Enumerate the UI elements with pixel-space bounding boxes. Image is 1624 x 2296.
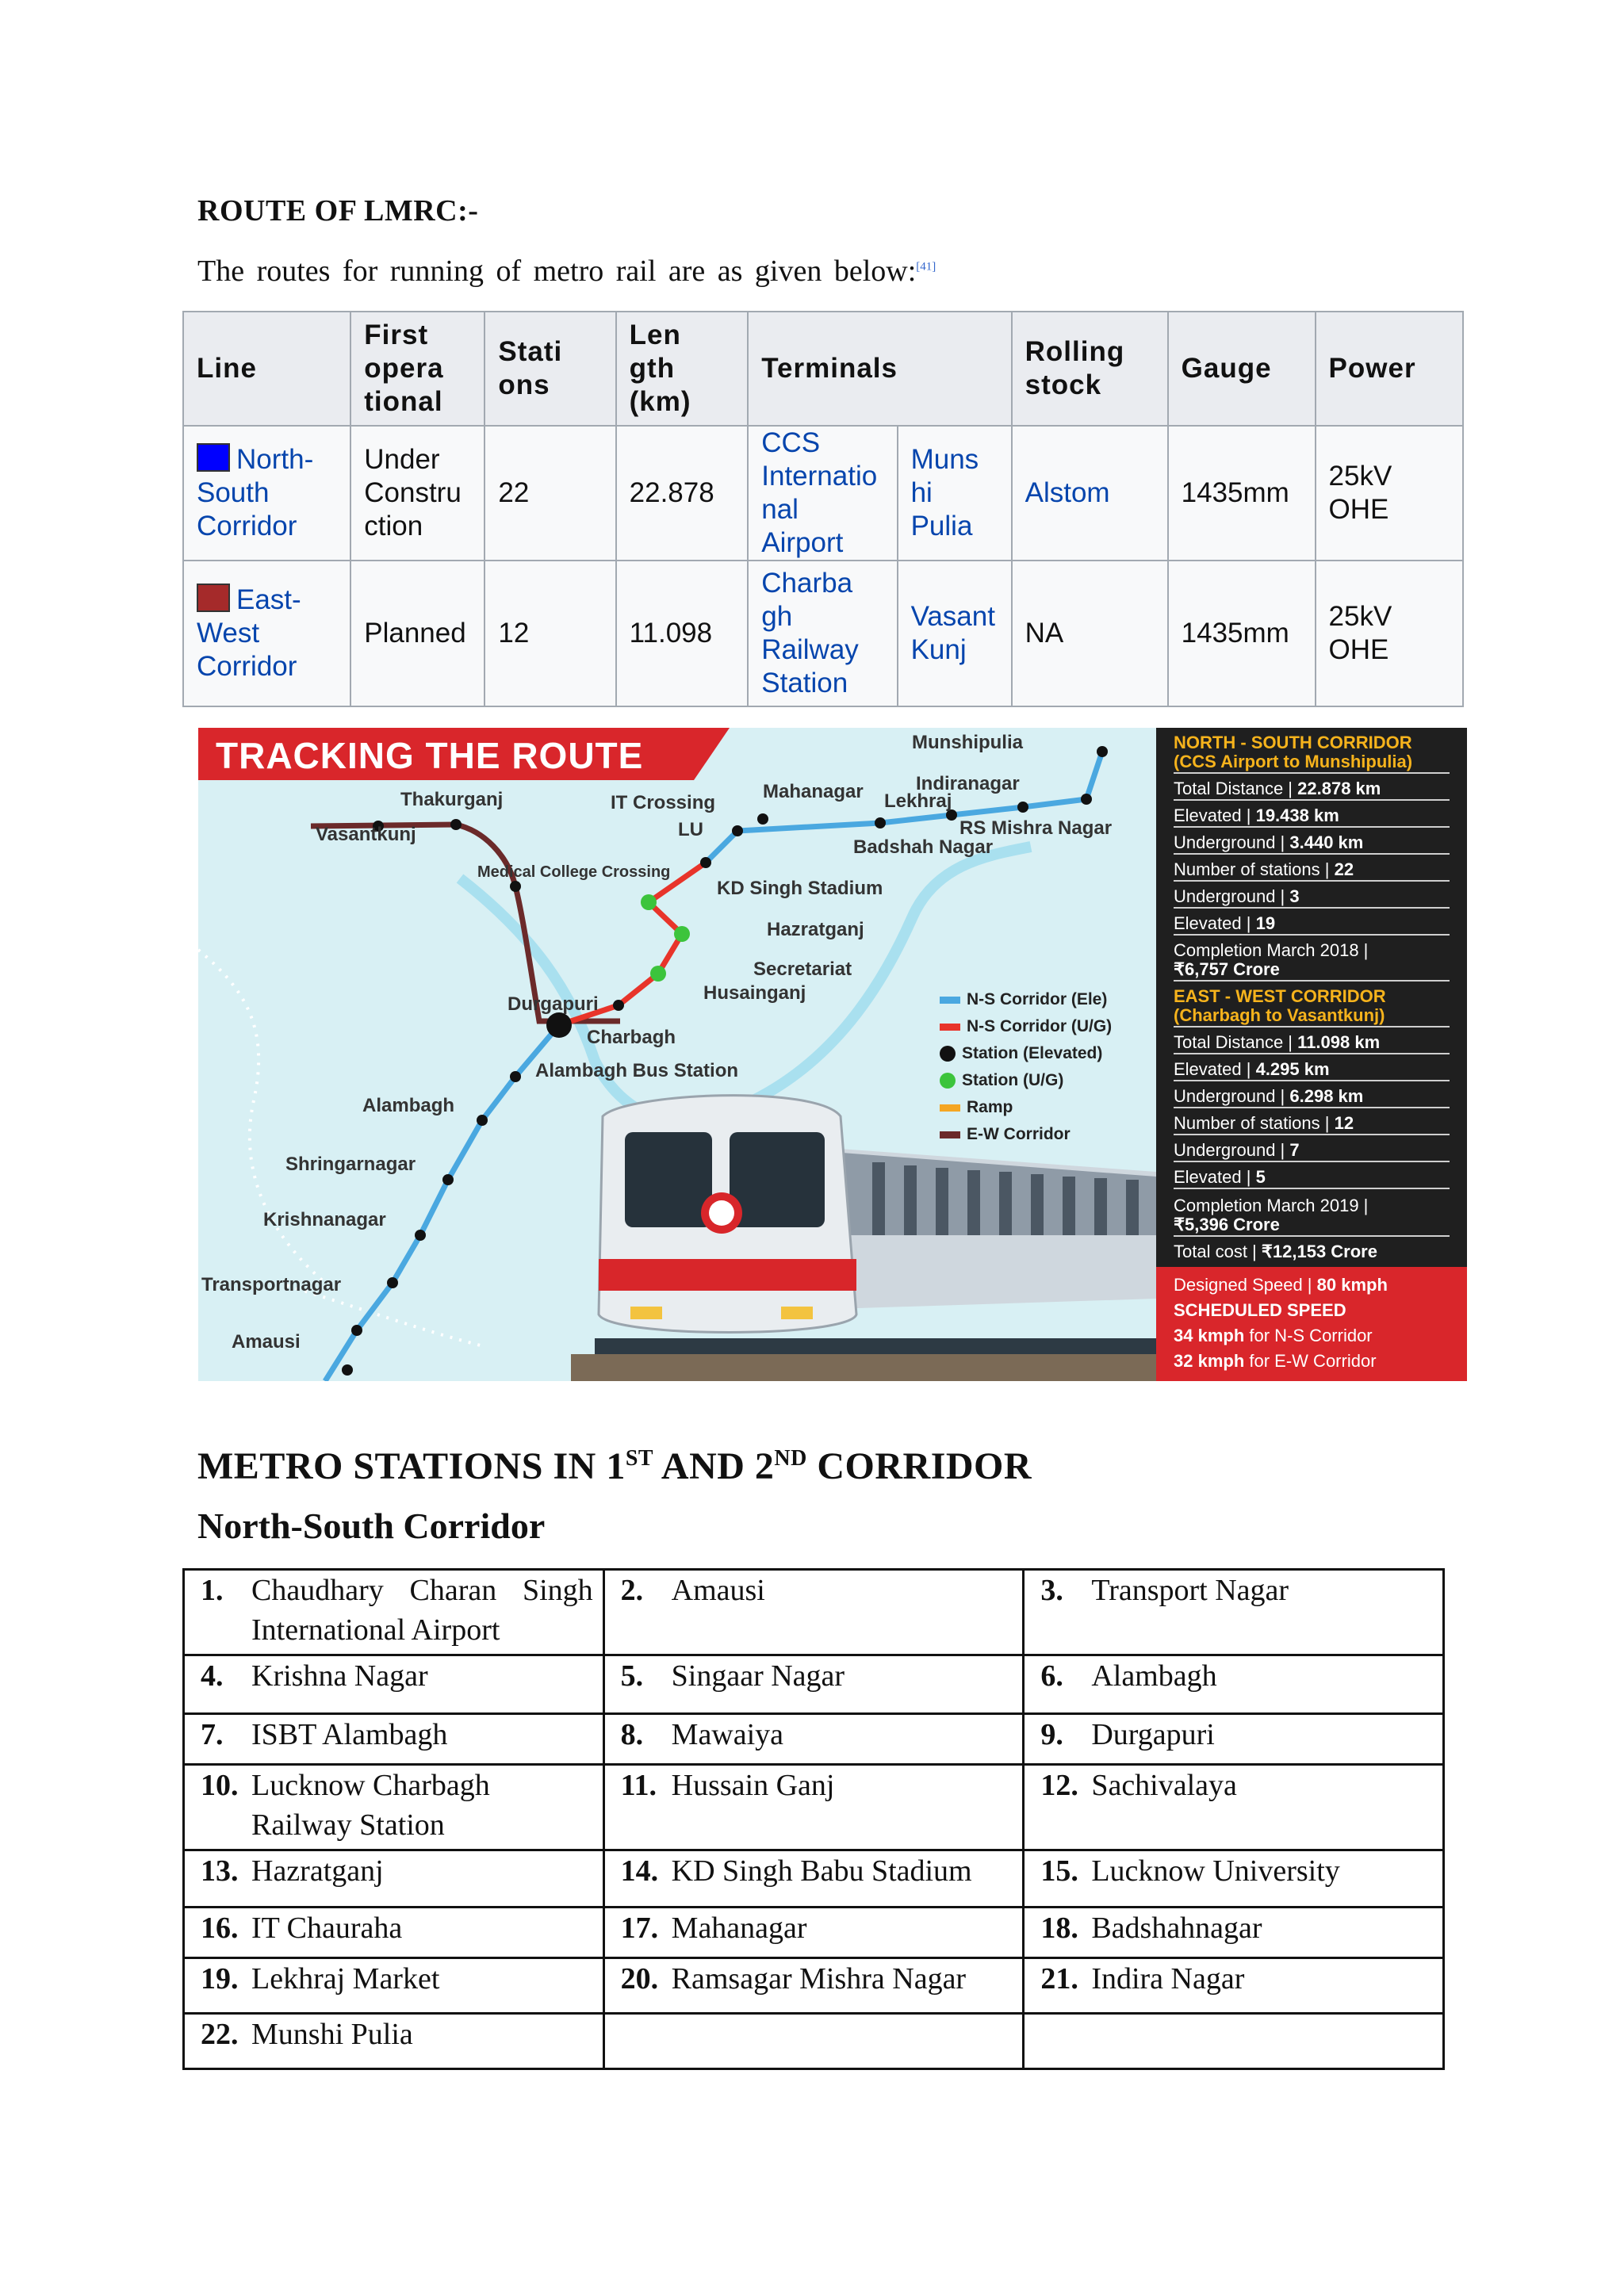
gauge-cell: 1435mm [1168,426,1316,561]
legend-item [940,1121,1112,1148]
table-row [184,1958,1444,2014]
table-row [184,1908,1444,1958]
label-indiranagar: Indiranagar [916,773,1020,794]
header-power: Power [1316,312,1463,426]
legend-swatch [940,1104,960,1112]
intro-text [197,254,936,289]
route-infographic [198,728,1467,1381]
label-shringarnagar: Shringarnagar [285,1154,416,1175]
legend-label: Station (U/G) [962,1071,1064,1089]
label-vasantkunj: Vasantkunj [316,824,416,845]
ns-fact: Elevated | 19.438 km [1174,806,1450,828]
station-cell: 22. Munshi Pulia [184,2014,604,2069]
table-row [183,561,1463,706]
table-row [184,1765,1444,1850]
rolling-stock-cell [1012,426,1168,561]
header-line: Line [183,312,350,426]
station-cell: 15. Lucknow University [1024,1850,1444,1908]
station-cell: 14. KD Singh Babu Stadium [603,1850,1024,1908]
line-cell [183,561,350,706]
station-cell: 7. ISBT Alambagh [184,1714,604,1765]
ew-fact: Total Distance | 11.098 km [1174,1032,1450,1054]
table-row [184,2014,1444,2069]
map-legend [940,986,1112,1148]
legend-label: Ramp [967,1098,1013,1116]
legend-swatch [940,1024,960,1031]
ew-speed: 32 kmph for E-W Corridor [1174,1351,1377,1371]
route-map [198,728,1156,1381]
scheduled-speed-title: SCHEDULED SPEED [1174,1300,1346,1320]
designed-speed: Designed Speed | 80 kmph [1174,1275,1388,1295]
terminal-b-cell [898,561,1012,706]
route-heading: ROUTE OF LMRC:- [197,194,479,228]
line-color-swatch [197,584,230,612]
label-rs-mishra: RS Mishra Nagar [959,817,1113,839]
ew-fact: Number of stations | 12 [1174,1113,1450,1135]
ew-fact: Underground | 7 [1174,1140,1450,1162]
label-transportnagar: Transportnagar [201,1274,342,1295]
legend-item [940,1094,1112,1121]
legend-swatch [940,1073,956,1089]
station-cell: 11. Hussain Ganj [603,1765,1024,1850]
reference-link[interactable]: [41] [916,260,936,274]
ns-title: NORTH - SOUTH CORRIDOR [1174,733,1412,752]
legend-item [940,986,1112,1013]
infographic-title: TRACKING THE ROUTE [216,735,644,776]
ew-completion: Completion March 2019 | [1174,1196,1369,1215]
header-terminals: Terminals [748,312,1011,426]
legend-label: E-W Corridor [967,1125,1071,1143]
header-gauge: Gauge [1168,312,1316,426]
station-cell: 19. Lekhraj Market [184,1958,604,2014]
label-durgapuri: Durgapuri [508,993,599,1015]
table-row [183,426,1463,561]
station-cell: 9. Durgapuri [1024,1714,1444,1765]
corridor-facts-panel [1156,728,1467,1381]
rolling-stock-cell: NA [1012,561,1168,706]
label-badshah: Badshah Nagar [853,836,994,858]
station-cell [1024,2014,1444,2069]
label-mahanagar: Mahanagar [763,781,864,802]
terminal-b-link[interactable]: Muns hi Pulia [910,444,979,541]
header-first-operational: First opera tional [350,312,485,426]
table-row [184,1570,1444,1655]
stations-cell: 22 [485,426,615,561]
label-hazratganj: Hazratganj [767,919,864,940]
header-stations: Stati ons [485,312,615,426]
line-link[interactable]: North- South Corridor [197,444,314,541]
ew-fact: Underground | 6.298 km [1174,1086,1450,1108]
station-cell [603,2014,1024,2069]
ew-fact: Elevated | 4.295 km [1174,1059,1450,1081]
label-medical: Medical College Crossing [477,863,671,881]
label-lu: LU [678,819,703,840]
terminal-b-cell [898,426,1012,561]
header-length: Len gth (km) [616,312,749,426]
station-cell: 2. Amausi [603,1570,1024,1655]
legend-item [940,1040,1112,1067]
intro-body: The routes for running of metro rail are as given below: [197,254,917,288]
stations-table [182,1568,1445,2070]
line-link[interactable]: East- West Corridor [197,584,301,682]
legend-item [940,1013,1112,1040]
station-cell: 5. Singaar Nagar [603,1655,1024,1714]
station-cell: 13. Hazratganj [184,1850,604,1908]
station-cell: 17. Mahanagar [603,1908,1024,1958]
ns-fact: Total Distance | 22.878 km [1174,779,1450,801]
station-cell: 12. Sachivalaya [1024,1765,1444,1850]
power-cell: 25kV OHE [1316,561,1463,706]
power-cell: 25kV OHE [1316,426,1463,561]
label-thakurganj: Thakurganj [400,789,504,810]
ns-fact: Number of stations | 22 [1174,859,1450,882]
legend-swatch [940,997,960,1004]
line-cell [183,426,350,561]
label-krishnanagar: Krishnanagar [263,1209,386,1230]
table-row [184,1655,1444,1714]
ns-speed: 34 kmph for N-S Corridor [1174,1326,1373,1345]
header-rolling-stock: Rolling stock [1012,312,1168,426]
gauge-cell: 1435mm [1168,561,1316,706]
terminal-b-link[interactable]: Vasant Kunj [910,601,995,665]
legend-item [940,1067,1112,1094]
terminal-a-cell [748,426,897,561]
station-cell: 6. Alambagh [1024,1655,1444,1714]
legend-swatch [940,1131,960,1138]
table-row [184,1714,1444,1765]
station-cell: 3. Transport Nagar [1024,1570,1444,1655]
total-cost: Total cost | ₹12,153 Crore [1174,1242,1377,1261]
ns-corridor-heading: North-South Corridor [197,1506,546,1546]
legend-label: Station (Elevated) [962,1044,1103,1062]
label-secretariat: Secretariat [753,959,852,980]
ew-fact: Elevated | 5 [1174,1167,1450,1189]
first-operational-cell: Planned [350,561,485,706]
station-cell: 10. Lucknow Charbagh Railway Station [184,1765,604,1850]
station-cell: 18. Badshahnagar [1024,1908,1444,1958]
ns-fact: Underground | 3 [1174,886,1450,909]
routes-table [182,311,1464,707]
label-charbagh: Charbagh [587,1027,676,1048]
length-cell: 11.098 [616,561,749,706]
routes-header-row [183,312,1463,426]
legend-swatch [940,1046,956,1062]
table-row [184,1850,1444,1908]
ew-title: EAST - WEST CORRIDOR [1174,986,1386,1006]
station-cell: 16. IT Chauraha [184,1908,604,1958]
label-lekhraj: Lekhraj [884,790,952,812]
label-munshipulia: Munshipulia [912,732,1023,753]
station-cell: 4. Krishna Nagar [184,1655,604,1714]
terminal-a-cell [748,561,897,706]
ns-cost: ₹6,757 Crore [1174,959,1450,982]
ew-subtitle: (Charbagh to Vasantkunj) [1174,1005,1450,1027]
legend-label: N-S Corridor (Ele) [967,990,1108,1008]
label-it-crossing: IT Crossing [611,792,716,813]
label-alambagh: Alambagh [362,1095,455,1116]
label-alambagh-bus: Alambagh Bus Station [535,1060,739,1081]
ns-completion: Completion March 2018 | [1174,940,1369,960]
stations-heading: METRO STATIONS IN 1ST AND 2ND CORRIDOR [197,1445,1032,1487]
station-cell: 21. Indira Nagar [1024,1958,1444,2014]
legend-label: N-S Corridor (U/G) [967,1017,1113,1035]
station-cell: 20. Ramsagar Mishra Nagar [603,1958,1024,2014]
ns-subtitle: (CCS Airport to Munshipulia) [1174,752,1450,774]
station-cell: 8. Mawaiya [603,1714,1024,1765]
terminal-a-link[interactable]: CCS Internatio nal Airport [761,427,878,558]
label-kd-singh: KD Singh Stadium [717,878,883,899]
terminal-a-link[interactable]: Charba gh Railway Station [761,568,859,698]
speed-box [1156,1267,1467,1381]
station-cell: 1. Chaudhary Charan Singh International Airport [184,1570,604,1655]
ns-fact: Elevated | 19 [1174,913,1450,936]
label-husainganj: Husainganj [703,982,806,1004]
ns-fact: Underground | 3.440 km [1174,832,1450,855]
line-color-swatch [197,443,230,472]
length-cell: 22.878 [616,426,749,561]
ew-cost: ₹5,396 Crore [1174,1215,1450,1237]
label-amausi: Amausi [232,1331,301,1353]
rolling-stock-link[interactable]: Alstom [1025,477,1110,508]
first-operational-cell: Under Constru ction [350,426,485,561]
stations-cell: 12 [485,561,615,706]
